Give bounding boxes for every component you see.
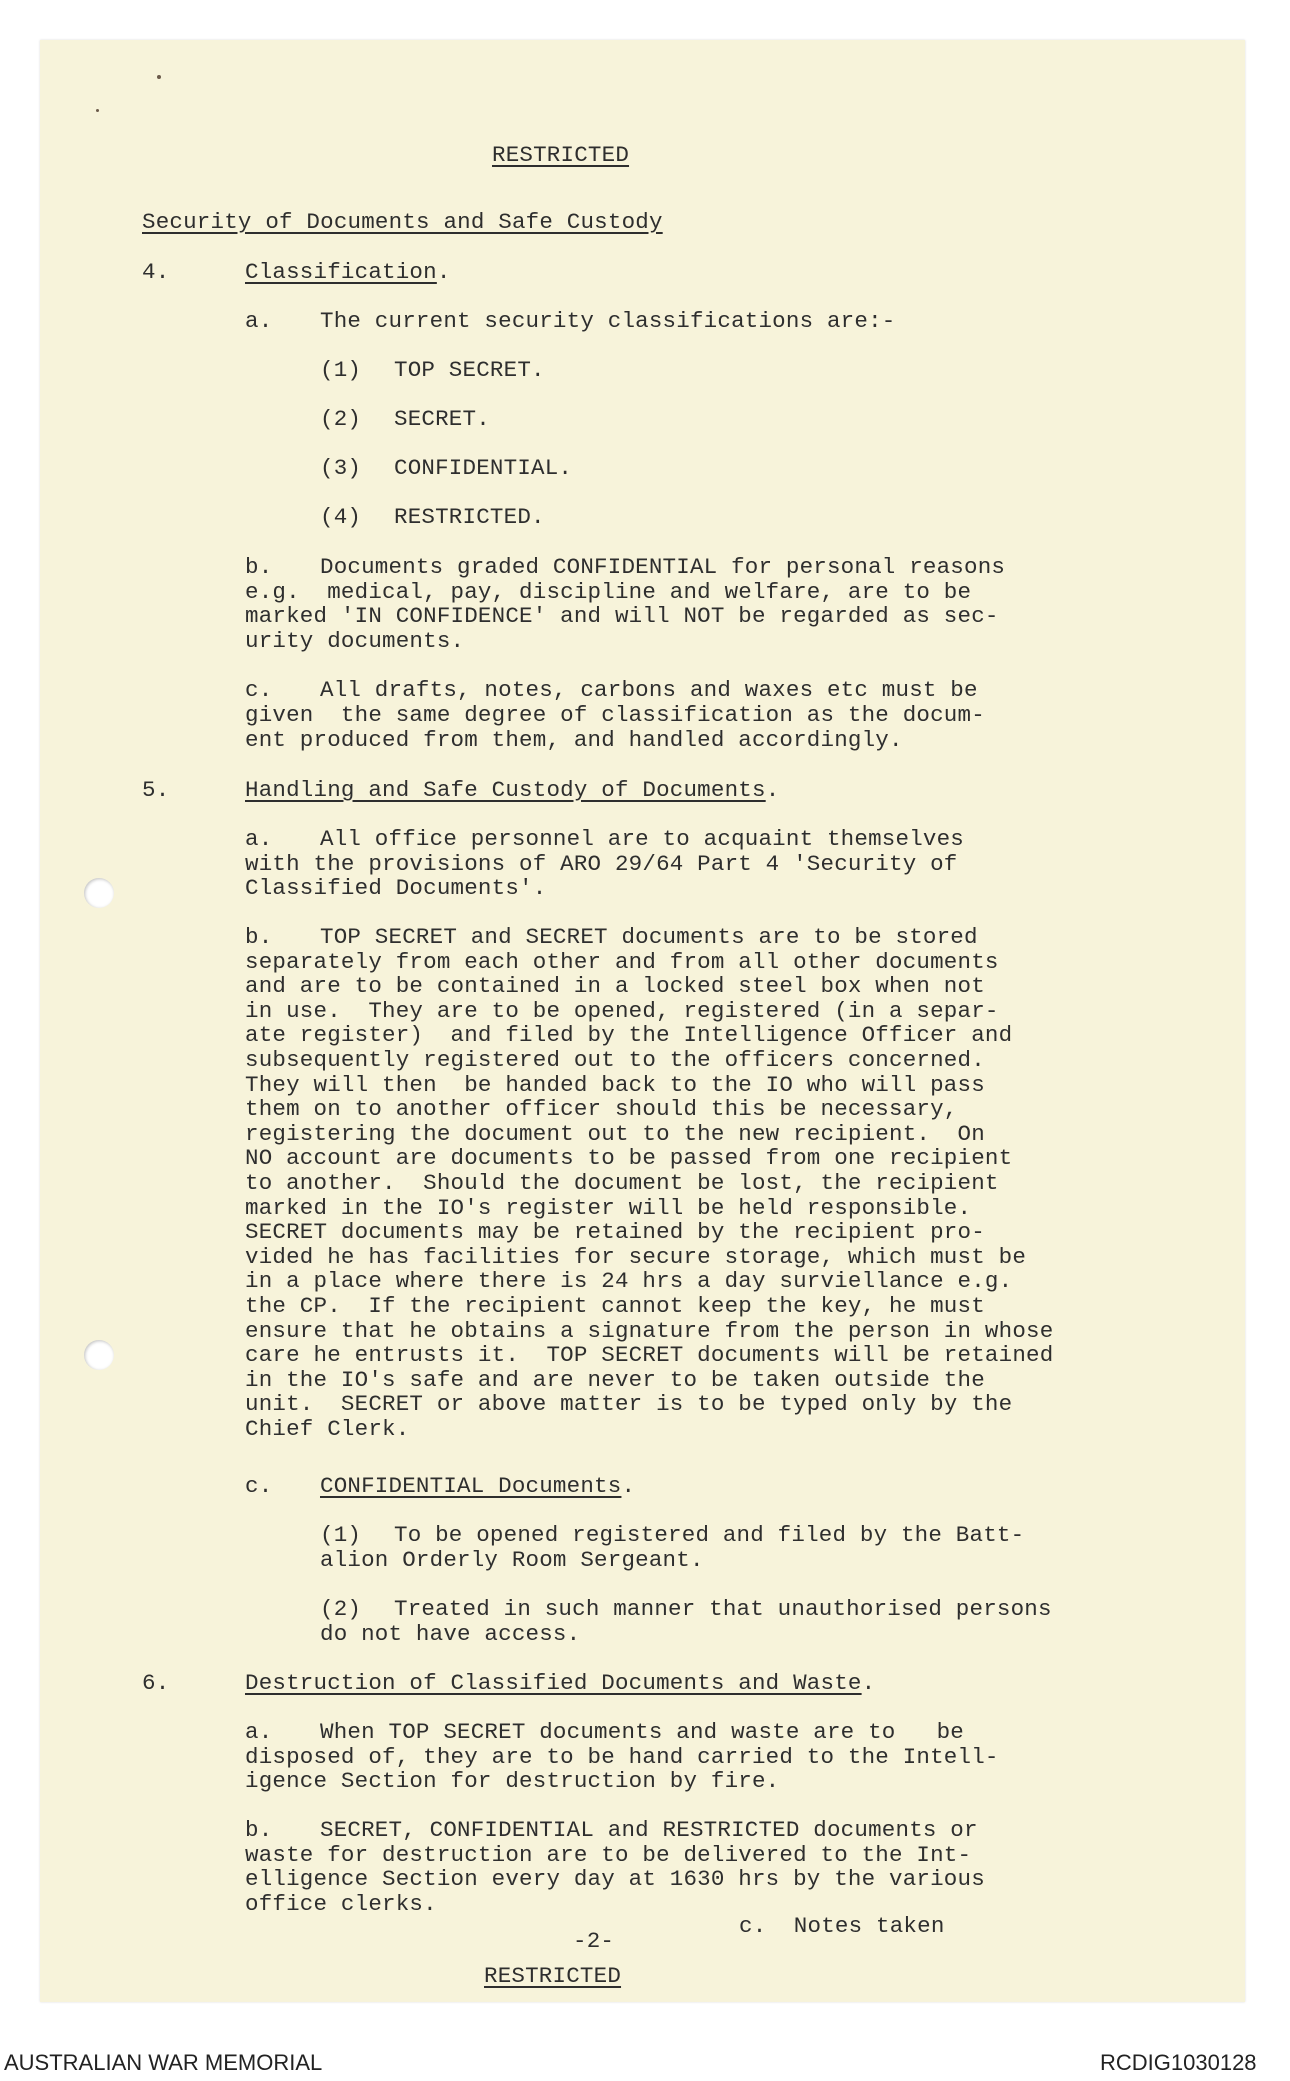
classification-item-text: SECRET. xyxy=(394,406,490,432)
classification-item-number: (2) xyxy=(320,406,362,432)
section-5b-line: them on to another officer should this be necessary, xyxy=(245,1096,958,1122)
confidential-item-number: (2) xyxy=(320,1596,362,1622)
punch-hole-lower xyxy=(84,1340,114,1370)
continuation-note: c. Notes taken xyxy=(739,1913,945,1939)
section-5-number: 5. xyxy=(142,777,170,803)
archive-name: AUSTRALIAN WAR MEMORIAL xyxy=(4,2050,323,2075)
section-6a-line: igence Section for destruction by fire. xyxy=(245,1768,780,1794)
confidential-item-line: alion Orderly Room Sergeant. xyxy=(320,1547,704,1573)
section-5a-label: a. xyxy=(245,826,273,852)
section-4a-label: a. xyxy=(245,308,273,334)
section-5b-line: in the IO's safe and are never to be taken outside the xyxy=(245,1367,985,1393)
section-6b-line: SECRET, CONFIDENTIAL and RESTRICTED documents or xyxy=(320,1817,978,1843)
page-number: -2- xyxy=(573,1928,615,1954)
section-5b-line: in use. They are to be opened, registered (in a separ- xyxy=(245,998,999,1024)
confidential-item-line: To be opened registered and filed by the Batt- xyxy=(394,1522,1025,1548)
section-5b-line: unit. SECRET or above matter is to be typed only by the xyxy=(245,1391,1013,1417)
section-4b-line: marked 'IN CONFIDENCE' and will NOT be regarded as sec- xyxy=(245,603,999,629)
section-5b-line: vided he has facilities for secure storage, which must be xyxy=(245,1244,1027,1270)
section-5b-line: in a place where there is 24 hrs a day surviellance e.g. xyxy=(245,1268,1013,1294)
section-5b-line: registering the document out to the new recipient. On xyxy=(245,1121,985,1147)
section-4c-line: ent produced from them, and handled accordingly. xyxy=(245,727,903,753)
classification-item-text: TOP SECRET. xyxy=(394,357,545,383)
section-5b-line: to another. Should the document be lost, the recipient xyxy=(245,1170,999,1196)
section-6b-line: office clerks. xyxy=(245,1891,437,1917)
paper-speck xyxy=(157,75,161,79)
paper-speck xyxy=(96,109,99,112)
section-4-heading: Classification. xyxy=(245,259,451,285)
section-5b-line: and are to be contained in a locked steel box when not xyxy=(245,973,985,999)
section-5b-label: b. xyxy=(245,924,273,950)
section-4b-line: e.g. medical, pay, discipline and welfare, are to be xyxy=(245,579,972,605)
section-4c-line: All drafts, notes, carbons and waxes etc must be xyxy=(320,677,978,703)
section-5c-label: c. xyxy=(245,1473,273,1499)
classification-bottom: RESTRICTED xyxy=(484,1963,622,1989)
confidential-item-line: Treated in such manner that unauthorised persons xyxy=(394,1596,1052,1622)
section-4c-line: given the same degree of classification as the docum- xyxy=(245,702,985,728)
section-5b-line: TOP SECRET and SECRET documents are to be stored xyxy=(320,924,978,950)
classification-item-number: (1) xyxy=(320,357,362,383)
section-5b-line: ate register) and filed by the Intelligence Officer and xyxy=(245,1022,1013,1048)
section-4b-line: Documents graded CONFIDENTIAL for personal reasons xyxy=(320,554,1006,580)
section-6a-line: When TOP SECRET documents and waste are to be xyxy=(320,1719,965,1745)
section-5b-line: care he entrusts it. TOP SECRET documents will be retained xyxy=(245,1342,1054,1368)
section-5c-heading: CONFIDENTIAL Documents. xyxy=(320,1473,636,1499)
section-6a-line: disposed of, they are to be hand carried to the Intell- xyxy=(245,1744,999,1770)
section-6b-label: b. xyxy=(245,1817,273,1843)
classification-item-number: (4) xyxy=(320,504,362,530)
section-6b-line: elligence Section every day at 1630 hrs by the various xyxy=(245,1866,985,1892)
section-6-number: 6. xyxy=(142,1670,170,1696)
section-5a-line: Classified Documents'. xyxy=(245,875,547,901)
section-5b-line: ensure that he obtains a signature from the person in whose xyxy=(245,1318,1054,1344)
section-4b-label: b. xyxy=(245,554,273,580)
section-5a-line: All office personnel are to acquaint themselves xyxy=(320,826,965,852)
section-5b-line: NO account are documents to be passed from one recipient xyxy=(245,1145,1013,1171)
section-5b-line: the CP. If the recipient cannot keep the key, he must xyxy=(245,1293,985,1319)
classification-item-text: RESTRICTED. xyxy=(394,504,545,530)
section-6-heading: Destruction of Classified Documents and Waste. xyxy=(245,1670,876,1696)
section-6a-label: a. xyxy=(245,1719,273,1745)
section-4-number: 4. xyxy=(142,259,170,285)
section-5b-line: SECRET documents may be retained by the recipient pro- xyxy=(245,1219,985,1245)
classification-top: RESTRICTED xyxy=(492,142,630,168)
section-4c-label: c. xyxy=(245,677,273,703)
classification-item-text: CONFIDENTIAL. xyxy=(394,455,573,481)
archive-reference: RCDIG1030128 xyxy=(1100,2050,1257,2075)
section-5b-line: Chief Clerk. xyxy=(245,1416,410,1442)
confidential-item-number: (1) xyxy=(320,1522,362,1548)
confidential-item-line: do not have access. xyxy=(320,1621,581,1647)
section-4a-text: The current security classifications are:- xyxy=(320,308,896,334)
section-5b-line: subsequently registered out to the officers concerned. xyxy=(245,1047,985,1073)
section-5a-line: with the provisions of ARO 29/64 Part 4 'Security of xyxy=(245,851,958,877)
document-title: Security of Documents and Safe Custody xyxy=(142,209,663,235)
section-5b-line: separately from each other and from all other documents xyxy=(245,949,999,975)
section-5b-line: marked in the IO's register will be held responsible. xyxy=(245,1195,972,1221)
classification-item-number: (3) xyxy=(320,455,362,481)
punch-hole-upper xyxy=(84,878,114,908)
section-6b-line: waste for destruction are to be delivered to the Int- xyxy=(245,1842,972,1868)
section-4b-line: urity documents. xyxy=(245,628,465,654)
section-5-heading: Handling and Safe Custody of Documents. xyxy=(245,777,780,803)
section-5b-line: They will then be handed back to the IO who will pass xyxy=(245,1072,985,1098)
